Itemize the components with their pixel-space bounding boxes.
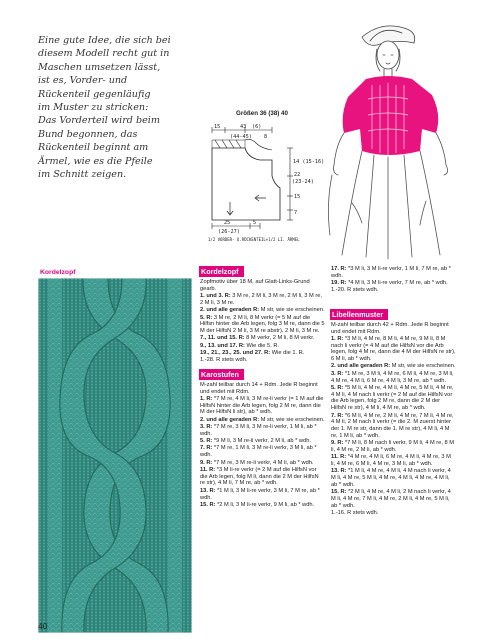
- row-label: 15. R:: [200, 501, 216, 508]
- row-label: 11. R:: [200, 466, 216, 473]
- instruction-row: [331, 413, 456, 440]
- instruction-row: [200, 467, 325, 487]
- intro-line: Rückenteil gegenläufig: [38, 88, 151, 100]
- intro-line: im Muster zu stricken:: [38, 102, 149, 114]
- instruction-row: [331, 363, 456, 370]
- row-label: 1. R:: [200, 395, 213, 402]
- dim-label: (6): [252, 124, 262, 130]
- instruction-row: [200, 335, 325, 342]
- pattern-schematic: [200, 118, 325, 248]
- row-text: *6 M li, 4 M re, 2 M li, 4 M re, 7 M li, 4 M re, 4 M li, 2 M nach li verkr (= die 2. M zuerst hinter der 1. M re str, dann die 1. M re str), 4 M li, 4 M re, 1 M li, ab * wdh.: [331, 412, 454, 439]
- dim-label: (44-45): [230, 134, 252, 140]
- row-text: Wie die 5. R.: [246, 342, 280, 349]
- instruction-row: [200, 307, 325, 314]
- row-text: Wie die 1. R.: [271, 350, 305, 357]
- instruction-row: [200, 350, 325, 357]
- row-label: 2. und alle geraden R:: [200, 416, 260, 423]
- dim-label: (26-27): [218, 229, 240, 235]
- row-label: 19. R:: [331, 280, 347, 287]
- section-intro: Zopfmotiv über 18 M, auf Glatt-Links-Grund gearb.: [200, 279, 310, 292]
- intro-line: diesem Modell recht gut in: [38, 48, 170, 60]
- row-text: *3 M li, 4 M re, 8 M li, 4 M re, 9 M li, 8 M nach li verkr (= 4 M auf die HilfsN vor die Arb legen, folg 4 M re, dann die 4 M der HilfsN re str), 6 M li, ab * wdh.: [331, 335, 456, 363]
- section-heading: Libellenmuster: [330, 309, 388, 320]
- intro-line: Maschen umsetzen lässt,: [38, 61, 161, 73]
- instruction-row: [331, 371, 456, 385]
- repeat-note: 1.-28. R stets wdh.: [200, 357, 248, 364]
- instruction-row: [331, 454, 456, 468]
- row-label: 11. R:: [331, 454, 347, 461]
- instruction-row: [200, 502, 325, 509]
- section-intro: M-zahl teilbar durch 42 + Rdm. Jede R beginnt und endet mit Rdm.: [331, 321, 449, 335]
- fashion-illustration: [322, 15, 472, 265]
- row-text: *7 M li, 8 M nach li verkr, 9 M li, 4 M re, 8 M li, 4 M re, 2 M li, ab * wdh.: [331, 440, 454, 453]
- row-label: 9. R:: [200, 459, 213, 466]
- instruction-row: [200, 488, 325, 502]
- section-heading: Kordelzopf: [199, 266, 244, 277]
- row-label: 7. R:: [331, 412, 344, 419]
- instruction-row: [331, 468, 456, 488]
- row-text: *1 M li, 3 M li-re verkr, 3 M li, 7 M re, ab * wdh.: [200, 487, 320, 501]
- dim-label: 15: [294, 194, 301, 200]
- dim-label: 15: [214, 124, 221, 130]
- row-text: *7 M re, 4 M li, 3 M re-li verkr (= 1 M auf die HilfsN hinter die Arb legen, folg 2 M re, dann die M der HilfsN li str), ab * wdh.: [200, 395, 324, 416]
- instruction-row: [200, 424, 325, 438]
- row-text: *3 M li-re verkr (= 2 M auf die HilfsN vor die Arb legen, folg M li, dann die 2 M der HilfsN re str), 4 M li, 7 M re, ab * wdh.: [200, 466, 319, 487]
- instruction-row: [331, 336, 456, 363]
- dim-label: 25: [224, 220, 231, 226]
- section-intro: M-zahl teilbar durch 14 + Rdm. Jede R beginnt und endet mit Rdm.: [200, 381, 318, 395]
- sizes-title: Größen 36 (38) 40: [236, 110, 288, 117]
- page-number: 40: [38, 621, 48, 631]
- instruction-row: [200, 460, 325, 467]
- intro-line: Eine gute Idee, die sich bei: [38, 35, 171, 46]
- cable-knit-photo: [38, 278, 192, 633]
- row-label: 7., 11. und 15. R:: [200, 335, 245, 342]
- row-text: M str, wie sie erscheinen.: [260, 416, 325, 423]
- intro-line: Bund begonnen, das: [38, 128, 138, 140]
- instruction-row: [200, 417, 325, 424]
- row-text: M str, wie sie erscheinen.: [391, 363, 456, 370]
- row-text: *9 M li, 3 M re-li verkr, 2 M li, ab * wdh.: [213, 438, 311, 445]
- row-label: 5. R:: [200, 314, 213, 321]
- row-label: 3. R:: [200, 424, 213, 431]
- row-text: *7 M re, 3 M re-li verkr, 4 M li, ab * wdh.: [213, 459, 314, 466]
- row-label: 3. R:: [331, 370, 344, 377]
- row-text: *3 M li, 3 M li-re verkr, 1 M li, 7 M re, ab * wdh.: [331, 266, 451, 279]
- schematic-caption: 1/2 VORDER- U.RÜCKENTEIL+1/2 LI. ÄRMEL: [208, 237, 300, 242]
- section-heading: Karostufen: [199, 369, 244, 380]
- row-label: 13. R:: [200, 487, 216, 494]
- row-label: 2. und alle geraden R:: [200, 307, 260, 314]
- instruction-row: [200, 438, 325, 445]
- row-text: *2 M li, 3 M li-re verkr, 9 M li, ab * wdh.: [217, 501, 315, 508]
- dim-label: (23-24): [292, 179, 314, 185]
- instruction-row: [331, 266, 456, 280]
- row-label: 7. R:: [200, 445, 213, 452]
- row-text: *7 M re, 1 M li, 3 M re-li verkr, 3 M li, ab * wdh.: [200, 445, 317, 459]
- instruction-row: [200, 445, 325, 459]
- row-label: 1. und 3. R:: [200, 293, 231, 300]
- intro-line: Ärmel, wie es die Pfeile: [38, 155, 153, 167]
- dim-label: 5: [253, 220, 257, 226]
- intro-line: ist es, Vorder- und: [38, 75, 128, 87]
- row-label: 13. R:: [331, 468, 347, 475]
- cable-photo-title: Kordelzopf: [40, 269, 76, 276]
- row-label: 1. R:: [331, 335, 344, 342]
- row-label: 9., 13. und 17. R:: [200, 342, 245, 349]
- row-text: *1 M re, 3 M li, 4 M re, 6 M li, 4 M re, 3 M li, 4 M re, 4 M li, 6 M re, 4 M li, 3 M re, ab * wdh.: [331, 370, 454, 384]
- row-text: *2 M li, 4 M re, 4 M li, 2 M nach li verkr, 4 M li, 4 M re, 7 M li, 4 M re, 2 M li, 4 M re, 5 M li, ab * wdh.: [331, 489, 451, 509]
- dim-label: 7: [294, 210, 298, 216]
- instruction-row: [200, 293, 325, 307]
- intro-line: im Schnitt zeigen.: [38, 169, 127, 181]
- row-label: 5. R:: [331, 384, 344, 391]
- instructions-column-2: [331, 266, 456, 517]
- instruction-row: [200, 343, 325, 350]
- instruction-row: [331, 280, 456, 287]
- row-label: 9. R:: [331, 440, 344, 447]
- dim-label: 22: [294, 172, 301, 178]
- intro-line: Das Vorderteil wird beim: [38, 115, 160, 127]
- row-label: 5. R:: [200, 438, 213, 445]
- repeat-note: 1.-20. R stets wdh.: [331, 287, 379, 294]
- row-text: *4 M re, 4 M li, 6 M re, 4 M li, 4 M re, 3 M li, 4 M re, 6 M li, 4 M re, 3 M li, ab * wdh.: [331, 454, 451, 467]
- instruction-row: [331, 440, 456, 454]
- row-text: *1 M li, 4 M re, 4 M li, 4 M nach li verkr, 4 M li, 4 M re, 5 M li, 4 M re, 4 M li, 4 M re, 4 M li, ab * wdh.: [331, 468, 451, 488]
- row-label: 15. R:: [331, 489, 347, 496]
- dim-label: 8: [264, 134, 268, 140]
- intro-note: [38, 34, 188, 181]
- row-label: 19., 21., 23., 25. und 27. R:: [200, 350, 271, 357]
- dim-label: 43: [240, 124, 247, 130]
- row-label: 2. und alle geraden R:: [331, 363, 391, 370]
- row-text: *7 M re, 3 M li, 3 M re-li verkr, 1 M li, ab * wdh.: [200, 424, 317, 437]
- row-text: M str, wie sie erscheinen.: [260, 307, 325, 314]
- row-text: *5 M li, 4 M re, 4 M li, 4 M re, 5 M li, 4 M re, 4 M li, 4 M nach li verkr (= 2 M auf die HilfsN vor die Arb legen, folg 2 M re, dann die 2 M der HilfsN re str), 4 M li, 4 M re, ab * wdh.: [331, 384, 454, 412]
- row-text: 3 M re, 2 M li, 3 M re, 2 M li, 3 M re, 2 M li, 3 M re.: [200, 293, 323, 306]
- instruction-row: [200, 396, 325, 416]
- row-text: 3 M re, 2 M li, 8 M verkr (= 5 M auf die Hilfsn hinter die Arb legen, folg 3 M re, dann die 5 M der HilfsN 2 M li, 3 M re abstr), 2 M li, 3 M re.: [200, 314, 325, 335]
- instruction-row: [200, 315, 325, 335]
- repeat-note: 1.-16. R stets wdh.: [331, 509, 379, 516]
- dim-label: 14 (15-16): [293, 159, 325, 165]
- instruction-row: [331, 489, 456, 509]
- row-label: 17. R:: [331, 266, 347, 272]
- row-text: *4 M li, 3 M li-re verkr, 7 M re, ab * wdh.: [348, 280, 448, 287]
- instructions-column-1: [200, 266, 325, 509]
- intro-line: Rückenteil beginnt am: [38, 142, 149, 154]
- instruction-row: [331, 385, 456, 412]
- row-text: 8 M verkr, 2 M li, 8 M verkr.: [246, 335, 315, 342]
